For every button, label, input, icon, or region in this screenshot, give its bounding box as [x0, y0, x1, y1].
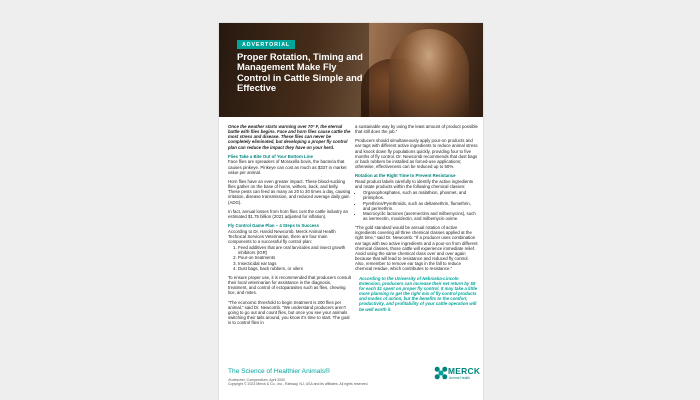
paragraph: “The gold standard would be annual rotation of active ingredients covering all three chemical classes applied at the right time,” said Dr. Newcomb. “If a producer uses combination ear tags with two active ingredients and a pour-on from different chemical classes, those cattle will experience immediate relief. Avoid using the same chemical class over and over again because that will lead to resistance and reduced fly control. Also, remember to remove ear tags in the fall to reduce chemical residue, which contributes to resistance.”	[355, 225, 478, 272]
section-heading-game-plan: Fly Control Game Plan – 4 Steps to Success	[228, 223, 320, 228]
section-heading-rotation: Rotation at the Right Time to Prevent Resistance	[355, 173, 456, 179]
article-title: Proper Rotation, Timing and Management Make Fly Control in Cattle Simple and Effective	[237, 51, 363, 93]
merck-logo	[434, 364, 481, 384]
footnotes	[228, 378, 368, 387]
footnote: ¹Koetscher, Compendium, April 2000.	[228, 378, 286, 382]
advertorial-badge: ADVERTORIAL	[237, 40, 295, 49]
callout-quote: According to the University of Nebraska-Lincoln Extension, producers can increase their net return by $8 for each $1 spent on proper fly control. It may take a little more planning to get the right mix of fly control products and modes of action, but the benefits to the comfort, productivity, and profitability of your cattle operation will be well worth it.	[359, 275, 478, 312]
paragraph: Read product labels carefully to identify the active ingredients and rotate products within the following chemical classes:	[355, 178, 474, 190]
chemical-class-list	[355, 190, 478, 221]
advertorial-page	[219, 23, 483, 400]
list-item: • Pyrethrins/Pyrethroids, such as deltamethrin, flumethrin, and permethrin.	[363, 201, 478, 211]
paragraph: In fact, annual losses from horn flies cost the cattle industry an estimated $1.75 billion (2021 adjusted for inflation).	[228, 208, 348, 219]
steps-list	[228, 245, 351, 271]
paragraph: According to Dr. Harold Newcomb, Merck Animal Health Technical Services Veterinarian, there are four main components to a successful fly control plan:	[228, 228, 336, 244]
rancher-image	[389, 29, 469, 117]
right-column	[355, 124, 478, 316]
copyright: Copyright © 2023 Merck & Co., Inc., Rahway, NJ, USA and its affiliates. All rights reserved.	[228, 382, 369, 387]
paragraph: To ensure proper use, it is recommended that producers consult their local veterinarian for assistance in the diagnosis, treatment, and control of ectoparasites such as flies, chewing lice, and mites.	[228, 274, 351, 296]
list-item: • Organophosphates, such as malathion, phosmet, and pirimiphos.	[363, 190, 478, 200]
logo-subtitle: Animal Health	[449, 376, 471, 380]
section-heading-bottom-line: Flies Take a Bite Out of Your Bottom Line	[228, 153, 313, 159]
paragraph: Horn flies have an even greater impact. These blood-sucking flies gather on the base of horns, withers, back, and belly. These pests can feed as many as 20 to 30 times a day, causing irritation, disease transmission, and reduced average daily gain (ADG).	[228, 178, 351, 205]
paragraph: Producers should simultaneously apply pour-on products and ear tags with different active ingredients to reduce animal stress and knock down fly populations quickly, providing four to five months of fly control. Dr. Newcomb recommends that dust bags or back rubbers be installed as forced-use applications; otherwise, effectiveness can be reduced up to 50%.	[355, 138, 478, 170]
lead-paragraph: Once the weather starts warming over 70° F, the eternal battle with flies begins. Face and horn flies cause cattle the most stress and disease. These flies can never be completely eliminated, but developing a proper fly control plan can reduce the impact they have on your herd.	[228, 124, 351, 150]
tagline: The Science of Healthier Animals®	[228, 368, 330, 375]
logo-wordmark: MERCK	[448, 366, 481, 376]
list-item: 4. Dust bags, back rubbers, or oilers	[238, 266, 351, 271]
left-column	[228, 124, 351, 329]
list-item: 2. Pour-on treatments	[238, 255, 351, 260]
merck-logo-icon	[434, 366, 448, 380]
list-item: 3. Insecticidal ear tags	[238, 261, 351, 266]
list-item: • Macrocyclic lactones (avermectins and milbemycins), such as ivermectin, moxidectin, and milbemycin oxime.	[363, 211, 478, 221]
paragraph: a sustainable way by using the least amount of product possible that still does the job.”	[355, 124, 478, 135]
list-item: 1. Feed additives that are oral larvicides and insect growth inhibitors (IGR)	[238, 245, 351, 255]
paragraph: “The economic threshold to begin treatment is 200 flies per animal,” said Dr. Newcomb. “We understand producers aren’t going to go out and count flies, but once you see your animals switching their tails around, you know it’s time to start. The goal is to control flies in	[228, 299, 350, 326]
paragraph: Face flies are spreaders of Moraxella bovis, the bacteria that causes pinkeye. Pinkeye can cost as much as $337 in market value per animal.	[228, 159, 347, 175]
hero-photo	[219, 23, 483, 117]
